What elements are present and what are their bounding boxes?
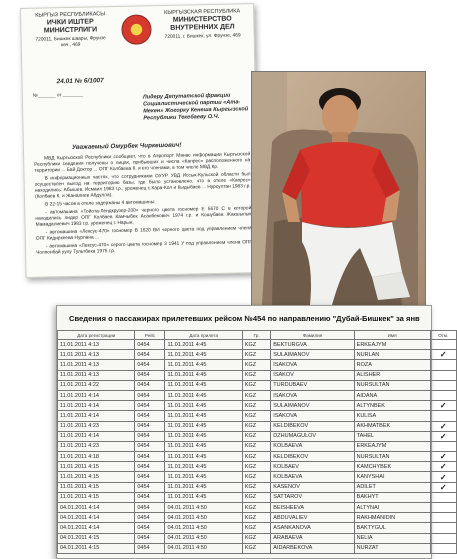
- table-row: [58, 533, 457, 543]
- table-cell: ADILET: [354, 482, 430, 492]
- table-row: [58, 401, 457, 411]
- table-cell: 11.01.2011 4:45: [165, 472, 242, 482]
- table-cell: 11.01.2011 4:45: [165, 452, 242, 462]
- table-cell: 11.01.2011 4:18: [58, 452, 135, 462]
- checkmark-cell: [430, 340, 456, 350]
- table-cell: KGZ: [242, 452, 270, 462]
- table-cell: 04.01.2011 4:14: [58, 503, 135, 513]
- letter-paragraph: - автомашина «Тойота-Лендкрузер-200» черного цвета госномер Е 5670 С в которой находились лидер ОПГ Колбаев Камчыбек Асанбекович 1974 г.р. и Кошубаев Жакшылык Мамадалиевич 1983 г.р. уроженец г. Нарын;: [35, 206, 252, 228]
- letter-paragraph: МВД Кыргызской Республики сообщает, что в Аэропорт Манас информации Кыргызской Республики сведения получены о лицах, прибывших и числа «Капрес» расположенного на территории ... Бай Доктор ... ОПГ Колбаева К. и его членами, в том числе МВД Кр.: [34, 152, 251, 174]
- column-header: Дата регистрации: [58, 331, 135, 340]
- table-cell: KOLBAEV: [271, 462, 354, 472]
- table-cell: 0454: [135, 441, 165, 451]
- table-cell: NURSULTAN: [354, 452, 430, 462]
- checkmark-cell: [430, 503, 456, 513]
- table-cell: ISAKOV: [271, 370, 354, 380]
- table-cell: ALTYNAI: [354, 503, 430, 513]
- table-cell: KGZ: [242, 380, 270, 390]
- table-cell: 0454: [135, 370, 165, 380]
- table-cell: KGZ: [242, 472, 270, 482]
- table-cell: 0454: [135, 340, 165, 350]
- table-cell: 0454: [135, 431, 165, 441]
- table-row: [58, 492, 457, 502]
- person-photo: [251, 71, 426, 306]
- letter-paragraph: В 22-15 часов в отеле задержаны 4 автомашины:: [45, 200, 156, 208]
- table-cell: ISAKOVA: [271, 390, 354, 400]
- table-cell: 11.01.2011 4:45: [165, 370, 242, 380]
- table-cell: 0454: [135, 523, 165, 533]
- passenger-table: [57, 330, 457, 554]
- table-cell: AIDANA: [354, 390, 430, 400]
- table-cell: KGZ: [242, 482, 270, 492]
- checkmark-cell: ✓: [430, 401, 456, 411]
- table-cell: 11.01.2011 4:13: [58, 350, 135, 360]
- column-header: Фамилия: [271, 331, 354, 340]
- checkmark-cell: ✓: [430, 452, 456, 462]
- person-photo-icon: [252, 72, 425, 305]
- table-row: [58, 513, 457, 523]
- table-cell: KOLBAEVA: [271, 441, 354, 451]
- checkmark-cell: [430, 492, 456, 502]
- checkmark-cell: [430, 411, 456, 421]
- table-row: [58, 340, 457, 350]
- table-cell: NURZAT: [354, 543, 430, 553]
- table-cell: 0454: [135, 360, 165, 370]
- table-cell: 11.01.2011 4:14: [58, 431, 135, 441]
- checkmark-cell: [430, 543, 456, 553]
- table-cell: 11.01.2011 4:45: [165, 462, 242, 472]
- table-row: [58, 523, 457, 533]
- table-cell: 0454: [135, 380, 165, 390]
- checkmark-cell: ✓: [430, 421, 456, 431]
- table-cell: 11.01.2011 4:15: [58, 492, 135, 502]
- table-cell: BAKTYGUL: [354, 523, 430, 533]
- table-cell: KGZ: [242, 513, 270, 523]
- table-row: [58, 472, 457, 482]
- table-row: [58, 441, 457, 451]
- table-cell: KANYSHAI: [354, 472, 430, 482]
- table-row: [58, 370, 457, 380]
- passenger-rows: [58, 340, 457, 554]
- table-cell: KGZ: [242, 533, 270, 543]
- table-cell: 0454: [135, 462, 165, 472]
- table-cell: 11.01.2011 4:14: [58, 390, 135, 400]
- checkmark-cell: [430, 441, 456, 451]
- table-cell: KGZ: [242, 441, 270, 451]
- table-cell: 0454: [135, 390, 165, 400]
- checkmark-cell: [430, 533, 456, 543]
- letter-date: 24.01 № 6/1007: [56, 77, 104, 86]
- table-cell: 0454: [135, 482, 165, 492]
- table-cell: ERKEAJYM: [354, 340, 430, 350]
- table-cell: TURDUBAEV: [271, 380, 354, 390]
- official-letter: [20, 3, 260, 278]
- table-row: [58, 431, 457, 441]
- table-row: [58, 462, 457, 472]
- checkmark-cell: [430, 390, 456, 400]
- left-letterhead: [31, 11, 110, 50]
- table-cell: 11.01.2011 4:13: [58, 370, 135, 380]
- table-cell: 11.01.2011 4:45: [165, 340, 242, 350]
- table-cell: 0454: [135, 421, 165, 431]
- state-emblem-icon: [121, 14, 152, 45]
- left-header-ministry: ИЧКИ ИШТЕР МИНИСТРЛИГИ: [43, 18, 98, 35]
- table-cell: 11.01.2011 4:15: [58, 482, 135, 492]
- table-cell: 11.01.2011 4:14: [58, 411, 135, 421]
- table-cell: ASANKANOVA: [271, 523, 354, 533]
- table-row: [58, 411, 457, 421]
- table-cell: NURSULTAN: [354, 380, 430, 390]
- checkmark-cell: [430, 513, 456, 523]
- table-cell: NELIA: [354, 533, 430, 543]
- table-cell: 04.01.2011 4:15: [58, 543, 135, 553]
- table-row: [58, 380, 457, 390]
- table-cell: KGZ: [242, 340, 270, 350]
- letter-body: [34, 152, 252, 259]
- table-cell: NURLAN: [354, 350, 430, 360]
- table-cell: 04.01.2011 4:50: [165, 543, 242, 553]
- table-cell: KGZ: [242, 350, 270, 360]
- table-cell: 0454: [135, 503, 165, 513]
- table-row: [58, 503, 457, 513]
- table-cell: 04.01.2011 4:50: [165, 503, 242, 513]
- table-cell: ERKEAJYM: [354, 441, 430, 451]
- table-cell: DZHUMAGULOV: [271, 431, 354, 441]
- checkmark-cell: [430, 360, 456, 370]
- letter-paragraph: - автомашина «Лексус-470» серого цвета госномер 3 1941 У под управлением члена ОПГ Чолпонбай уулу Тультбека 1975 г.р.: [36, 240, 253, 256]
- table-cell: 04.01.2011 4:14: [58, 513, 135, 523]
- checkmark-cell: ✓: [430, 431, 456, 441]
- table-row: [58, 421, 457, 431]
- letter-reference: №_______ от ________: [32, 91, 84, 98]
- checkmark-cell: ✓: [430, 482, 456, 492]
- table-cell: 11.01.2011 4:45: [165, 380, 242, 390]
- table-cell: KELDIBEKOV: [271, 452, 354, 462]
- table-cell: KGZ: [242, 523, 270, 533]
- table-cell: KGZ: [242, 462, 270, 472]
- table-cell: 11.01.2011 4:23: [58, 421, 135, 431]
- table-cell: TAHEL: [354, 431, 430, 441]
- table-cell: KAMCHYBEK: [354, 462, 430, 472]
- letter-paragraph: В информационных частях, что сотрудниками ОУУР УВД Иссык-Кульской области был осуществлен выезд на территорию базы, где было установлено, что в отеле «Капрес» находились: Абышев, Исмаил 1983 г.р., уроженец с.Кара-Кол и Кыдыбаев ... Нурсултан 1983 г.р. (Колбаев К. и Жаналиев Абдулла).: [34, 172, 251, 200]
- sheet-title: Сведения о пассажирах прилетевших рейсом №454 по направлению "Дубай-Бишкек" за янв: [69, 314, 420, 323]
- table-cell: 11.01.2011 4:45: [165, 431, 242, 441]
- checkmark-cell: [430, 523, 456, 533]
- table-cell: BAKHYT: [354, 492, 430, 502]
- letter-paragraph: - автомашина «Лексус-470» госномер В 1620 ВИ черного цвета под управлением члена ОПГ Кидиркеева Нурлана ...: [35, 226, 252, 242]
- table-cell: 04.01.2011 4:50: [165, 523, 242, 533]
- table-cell: KOLBAEVA: [271, 472, 354, 482]
- table-cell: 0454: [135, 452, 165, 462]
- table-cell: ISAKOVA: [271, 360, 354, 370]
- table-cell: KULISA: [354, 411, 430, 421]
- table-cell: ISAKOVA: [271, 411, 354, 421]
- table-cell: 04.01.2011 4:15: [58, 533, 135, 543]
- table-cell: 11.01.2011 4:13: [58, 360, 135, 370]
- table-cell: 11.01.2011 4:45: [165, 441, 242, 451]
- checkmark-cell: ✓: [430, 472, 456, 482]
- passenger-list-sheet: [56, 305, 449, 559]
- table-cell: KGZ: [242, 390, 270, 400]
- table-cell: SULAIMANOV: [271, 350, 354, 360]
- table-cell: AKHMATBEK: [354, 421, 430, 431]
- table-row: [58, 452, 457, 462]
- table-row: [58, 360, 457, 370]
- table-cell: 11.01.2011 4:45: [165, 411, 242, 421]
- table-cell: KGZ: [242, 492, 270, 502]
- right-header-country: КЫРГЫЗСКАЯ РЕСПУБЛИКА: [164, 8, 241, 16]
- table-cell: 11.01.2011 4:45: [165, 350, 242, 360]
- table-row: [58, 350, 457, 360]
- table-cell: 0454: [135, 411, 165, 421]
- table-cell: BEISHEEVA: [271, 503, 354, 513]
- table-header-row: [58, 331, 457, 340]
- checkmark-cell: [430, 380, 456, 390]
- table-cell: 04.01.2011 4:50: [165, 513, 242, 523]
- table-row: [58, 482, 457, 492]
- right-header-address: 720011, г. Бишкек, ул. Фрунзе, 469: [164, 33, 241, 40]
- table-cell: 0454: [135, 533, 165, 543]
- table-cell: ABDUVALIEV: [271, 513, 354, 523]
- table-cell: KGZ: [242, 431, 270, 441]
- table-cell: 11.01.2011 4:15: [58, 462, 135, 472]
- table-cell: KASENOV: [271, 482, 354, 492]
- table-cell: 11.01.2011 4:22: [58, 380, 135, 390]
- table-cell: 11.01.2011 4:45: [165, 421, 242, 431]
- table-cell: RAKHMANIDIN: [354, 513, 430, 523]
- right-header-ministry: МИНИСТЕРСТВО ВНУТРЕННИХ ДЕЛ: [170, 15, 235, 32]
- column-header: Имя: [354, 331, 430, 340]
- column-header: Гр.: [242, 331, 270, 340]
- checkmark-cell: ✓: [430, 462, 456, 472]
- table-row: [58, 390, 457, 400]
- table-cell: ROZA: [354, 360, 430, 370]
- table-cell: 11.01.2011 4:45: [165, 492, 242, 502]
- table-cell: KGZ: [242, 543, 270, 553]
- table-cell: KGZ: [242, 421, 270, 431]
- table-cell: AIDARBEKOVA: [271, 543, 354, 553]
- table-cell: 11.01.2011 4:45: [165, 390, 242, 400]
- table-cell: 11.01.2011 4:14: [58, 401, 135, 411]
- table-cell: 0454: [135, 350, 165, 360]
- table-row: [58, 543, 457, 553]
- table-cell: 11.01.2011 4:23: [58, 441, 135, 451]
- table-cell: KGZ: [242, 401, 270, 411]
- column-header: Дата прилета: [165, 331, 242, 340]
- checkmark-cell: ✓: [430, 350, 456, 360]
- left-header-address: 720011, Бишкек шаары, Фрунзе көч., 469: [35, 36, 106, 49]
- right-letterhead: [159, 8, 246, 41]
- column-header: Отм.: [430, 331, 456, 340]
- table-cell: ALISHER: [354, 370, 430, 380]
- table-cell: 11.01.2011 4:45: [165, 360, 242, 370]
- table-cell: 0454: [135, 543, 165, 553]
- letter-salutation: Уважаемый Омурбек Чиркешович!: [71, 141, 182, 151]
- table-cell: 0454: [135, 513, 165, 523]
- left-header-country: КЫРГЫЗ РЕСПУБЛИКАСЫ: [35, 11, 106, 19]
- table-cell: 0454: [135, 401, 165, 411]
- table-cell: KGZ: [242, 411, 270, 421]
- table-cell: KGZ: [242, 360, 270, 370]
- table-cell: 04.01.2011 4:14: [58, 523, 135, 533]
- column-header: Рейс: [135, 331, 165, 340]
- letter-addressee: Лидеру Депутатской фракции Социалистической партии «Ата-Мекен» Жогорку Кенеша Кыргызской Республики Текебаеву О.Ч.: [142, 92, 249, 122]
- table-cell: KGZ: [242, 370, 270, 380]
- table-cell: KELDIBEKOV: [271, 421, 354, 431]
- table-cell: 04.01.2011 4:50: [165, 533, 242, 543]
- table-cell: ARABAEVA: [271, 533, 354, 543]
- checkmark-cell: [430, 370, 456, 380]
- table-cell: SULAIMANOV: [271, 401, 354, 411]
- table-cell: 11.01.2011 4:15: [58, 472, 135, 482]
- table-cell: 0454: [135, 472, 165, 482]
- table-cell: SATTAROV: [271, 492, 354, 502]
- table-cell: 11.01.2011 4:45: [165, 401, 242, 411]
- table-cell: BEKTURGVA: [271, 340, 354, 350]
- table-cell: ALTYNBEK: [354, 401, 430, 411]
- table-cell: 11.01.2011 4:45: [165, 482, 242, 492]
- table-cell: 11.01.2011 4:13: [58, 340, 135, 350]
- table-cell: KGZ: [242, 503, 270, 513]
- table-cell: 0454: [135, 492, 165, 502]
